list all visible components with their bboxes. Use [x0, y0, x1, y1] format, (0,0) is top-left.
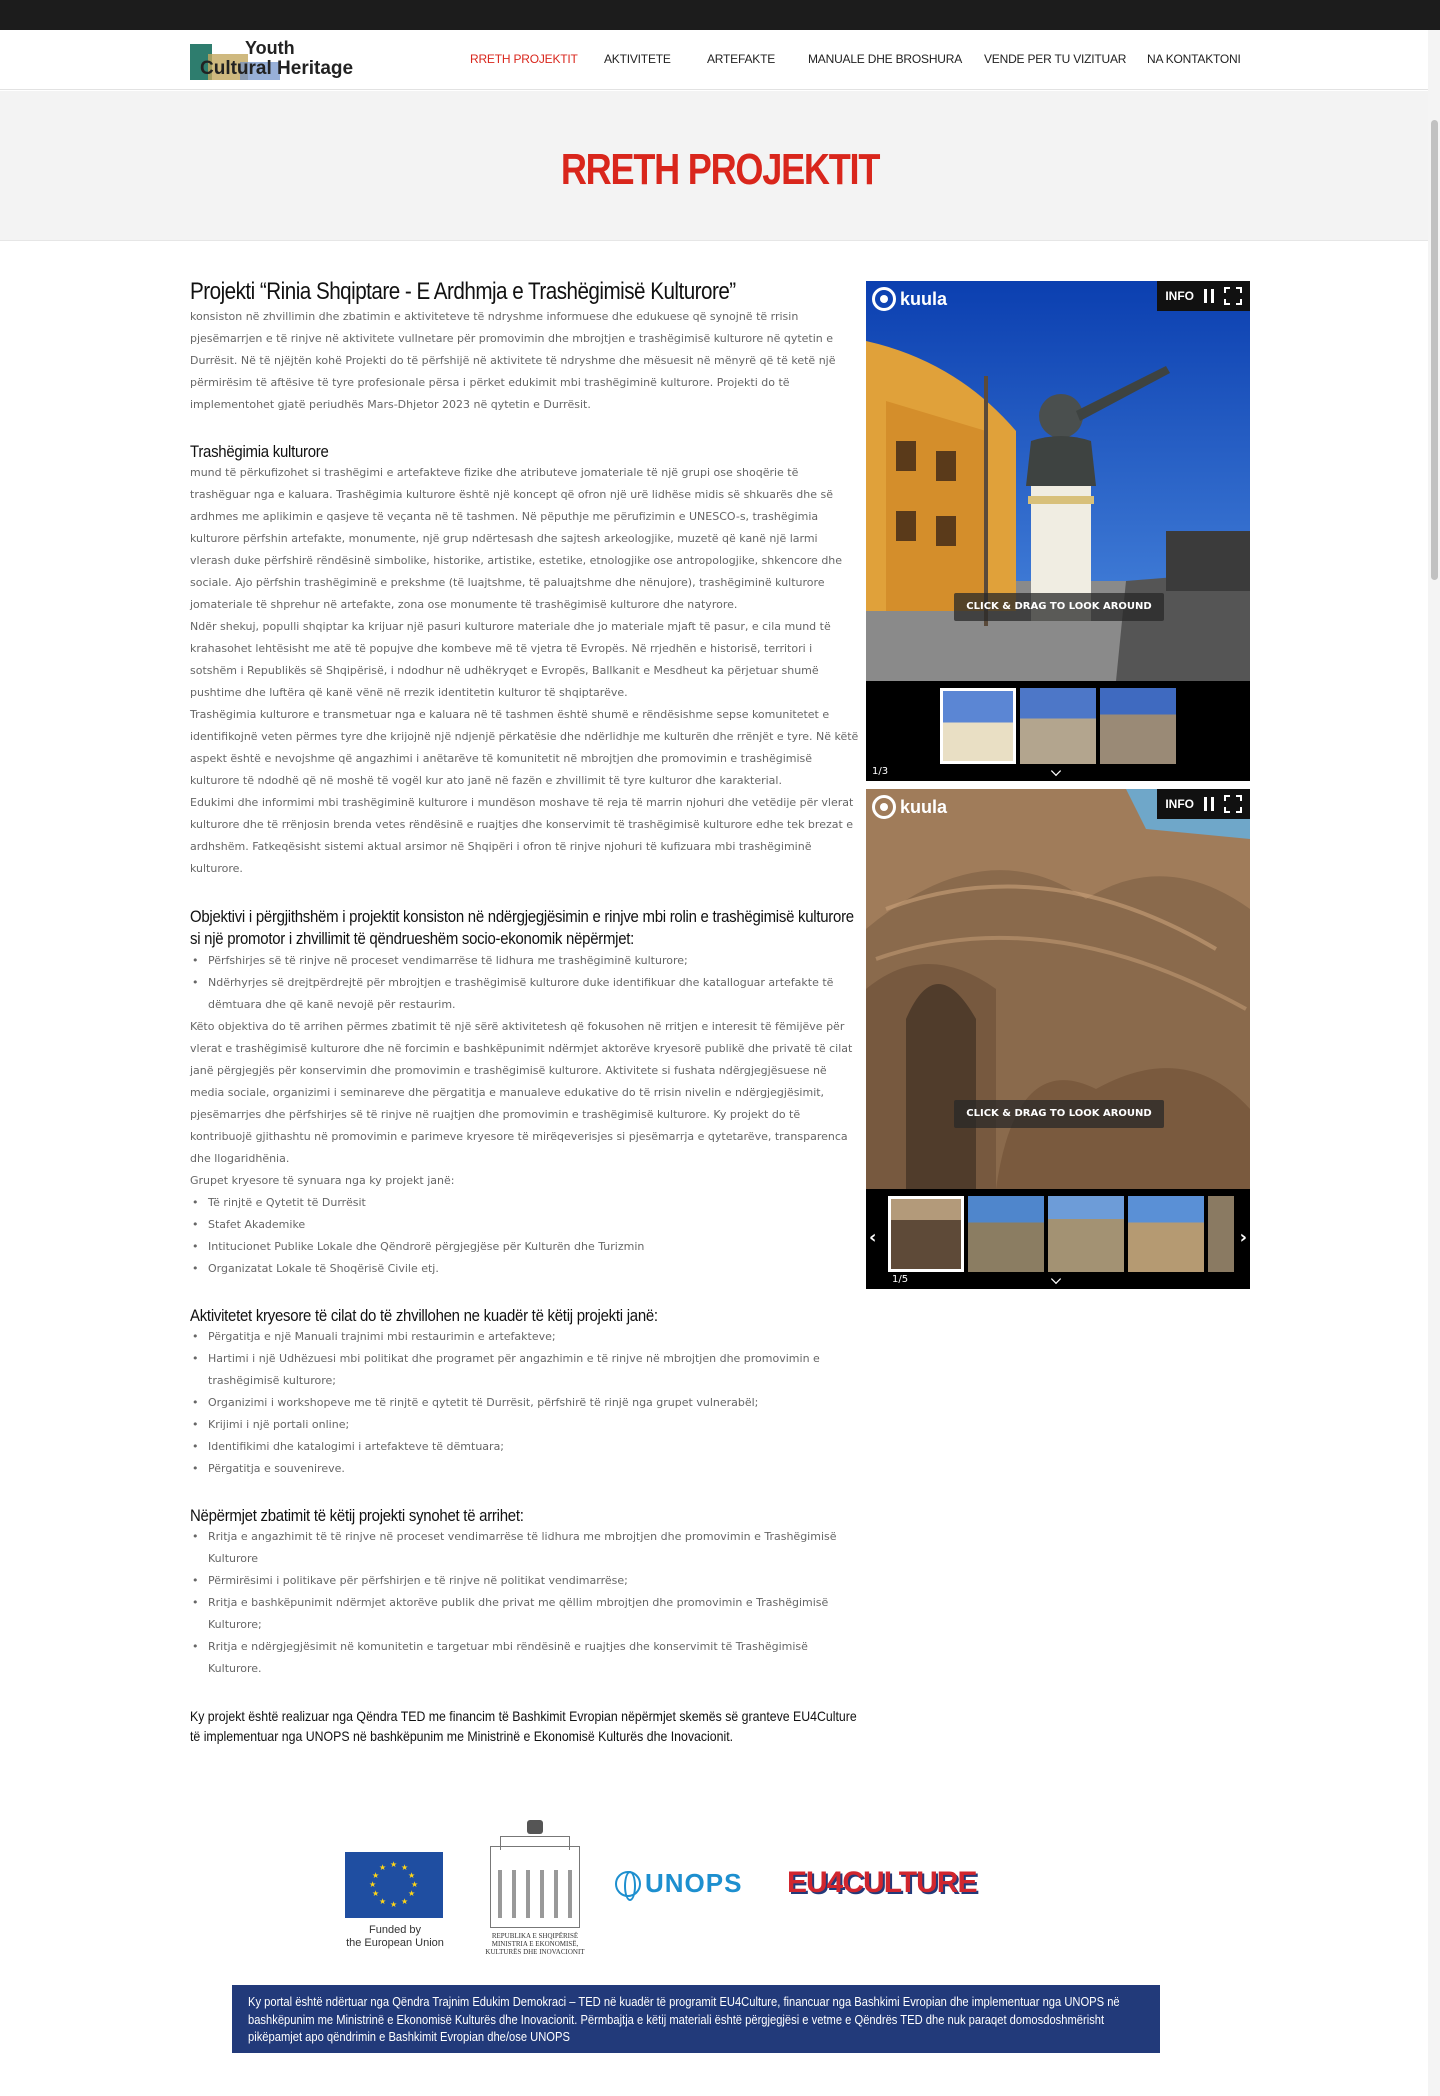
- eu4culture-logo: EU4CULTURE: [787, 1866, 977, 1899]
- goals-heading: Nëpërmjet zbatimit të këtij projekti synohet të arrihet:: [190, 1506, 524, 1525]
- groups-list: [190, 1192, 860, 1280]
- nav-na-kontaktoni[interactable]: NA KONTAKTONI: [1147, 52, 1241, 66]
- list-item: • Përgatitja e një Manuali trajnimi mbi restaurimin e artefakteve;: [190, 1326, 860, 1348]
- fullscreen-icon[interactable]: [1224, 287, 1242, 305]
- kuula-logo[interactable]: kuula: [872, 795, 947, 819]
- unops-logo: UNOPS: [615, 1868, 742, 1899]
- chevron-right-icon[interactable]: ›: [1239, 1227, 1247, 1248]
- chevron-left-icon[interactable]: ‹: [869, 1227, 877, 1248]
- chevron-down-icon[interactable]: [1051, 1274, 1061, 1284]
- list-item: • Rritja e ndërgjegjësimit në komunitetin e targetuar mbi rëndësinë e ruajtjes dhe konservimit të Trashëgimisë Kulturore.: [190, 1636, 860, 1680]
- list-item: • Identifikimi dhe katalogimi i artefakteve të dëmtuara;: [190, 1436, 860, 1458]
- objective-list: [190, 950, 860, 1016]
- list-item: • Stafet Akademike: [190, 1214, 860, 1236]
- kuula-icon: [872, 795, 896, 819]
- page-scrollbar[interactable]: [1428, 30, 1440, 2096]
- list-item: • Krijimi i një portali online;: [190, 1414, 860, 1436]
- drag-hint: CLICK & DRAG TO LOOK AROUND: [954, 593, 1164, 621]
- kuula-icon: [872, 287, 896, 311]
- thumbnail-strip: [866, 681, 1250, 781]
- drag-hint: CLICK & DRAG TO LOOK AROUND: [954, 1100, 1164, 1128]
- pause-icon[interactable]: [1204, 289, 1214, 303]
- list-item: • Rritja e angazhimit të të rinjve në proceset vendimarrëse të lidhura me mbrojtjen dhe promovimin e Trashëgimisë Kulturore: [190, 1526, 860, 1570]
- thumbnail-strip: [866, 1189, 1250, 1289]
- thumbnail[interactable]: [940, 688, 1016, 764]
- thumbnail[interactable]: [1048, 1196, 1124, 1272]
- panorama-viewer-1[interactable]: [866, 281, 1250, 781]
- slide-counter: 1/3: [872, 766, 889, 777]
- list-item: • Përfshirjes së të rinjve në proceset vendimarrëse të lidhura me trashëgiminë kulturore;: [190, 950, 860, 972]
- disclaimer-banner: [232, 1985, 1160, 2053]
- objective-body: Këto objektiva do të arrihen përmes zbatimit të një sërë aktivitetesh që fokusohen në rritjen e interesit të fëmijëve për vlerat e trashëgimisë kulturore dhe në forcimin e bashkëpunimit ndërmjet aktorëve kryesorë publikë dhe privatë të cilat janë përgjegjës për konservimin dhe promovimin e trashëgimisë kulturore. Aktivitete si fushata ndërgjegjësuese në media sociale, organizimi i seminareve dhe përgatitja e manualeve edukative do të rrisin nivelin e ndërgjegjësimit, pjesëmarrjes dhe përfshirjes së të rinjve në ruajtjen dhe promovimin e trashëgimisë kulturore. Ky projekt do të kontribuojë gjithashtu në promovimin e parimeve kryesore të mirëqeverisjes si pjesëmarrja e qytetarëve, transparenca dhe llogaridhënia.: [190, 1020, 853, 1165]
- eu-flag-logo: ★ ★ ★ ★ ★ ★ ★ ★ ★ ★ ★ ★: [345, 1852, 443, 1918]
- panorama-viewer-2[interactable]: [866, 789, 1250, 1289]
- goals-list: [190, 1526, 860, 1680]
- list-item: • Rritja e bashkëpunimit ndërmjet aktorëve publik dhe privat me qëllim mbrojtjen dhe promovimin e Trashëgimisë Kulturore;: [190, 1592, 860, 1636]
- list-item: • Intitucionet Publike Lokale dhe Qëndrorë përgjegjëse për Kulturën dhe Turizmin: [190, 1236, 860, 1258]
- activities-heading: Aktivitetet kryesore të cilat do të zhvillohen ne kuadër të këtij projekti janë:: [190, 1306, 658, 1325]
- panorama-view[interactable]: [866, 281, 1250, 681]
- list-item: • Organizatat Lokale të Shoqërisë Civile etj.: [190, 1258, 860, 1280]
- activities-list: [190, 1326, 860, 1480]
- panorama-view[interactable]: [866, 789, 1250, 1189]
- disclaimer-text: Ky portal është ndërtuar nga Qëndra Trajnim Edukim Demokraci – TED në kuadër të programit EU4Culture, financuar nga Bashkimi Evropian dhe implementuar nga UNOPS në bashkëpunim me Ministrinë e Ekonomisë Kulturës dhe Inovacionit. Përmbajtja e këtij materiali është përgjegjësi e vetme e Qëndrës TED dhe nuk paraqet domosdoshmërisht pikëpamjet apo qëndrimin e Bashkimit Evropian dhe/ose UNOPS: [248, 1994, 1120, 2044]
- thumbnail[interactable]: [1100, 688, 1176, 764]
- heritage-paragraph-4: Edukimi dhe informimi mbi trashëgiminë kulturore i mundëson moshave të reja të marrin njohuri dhe vetëdije për vlerat kulturore dhe të rrënjosin brenda vetes rëndësinë e ruajtjes dhe konservimit të trashëgimisë kulturore edhe tek brezat e ardhshëm. Fatkeqësisht sistemi aktual arsimor në Shqipëri i ofron të rinjve njohuri të kufizuara mbi trashëgiminë kulturore.: [190, 796, 854, 875]
- emblem-icon: [527, 1820, 543, 1834]
- page-title: RRETH PROJEKTIT: [560, 145, 880, 194]
- list-item: • Përmirësimi i politikave për përfshirjen e të rinjve në politikat vendimarrëse;: [190, 1570, 860, 1592]
- list-item: • Ndërhyrjes së drejtpërdrejtë për mbrojtjen e trashëgimisë kulturore duke identifikuar dhe katalloguar artefakte të dëmtuara dhe që kanë nevojë për restaurim.: [190, 972, 860, 1016]
- heritage-paragraph-1: mund të përkufizohet si trashëgimi e artefakteve fizike dhe atributeve jomateriale të një grupi ose shoqërie të trashëguar nga e kaluara. Trashëgimia kulturore është një koncept që ofron një urë lidhëse midis së shkuarës dhe së ardhmes me aplikimin e qasjeve të veçanta në të tashmen. Në pëputhje me përufizimin e UNESCO-s, trashëgimia kulturore përfshin artefakte, monumente, një grup ndërtesash dhe sajtesh arkeologjike, muzetë që kanë një larmi vlerash duke përfshirë rëndësinë simbolike, historike, artistike, estetike, etnologjike ose antropologjike, shkencore dhe sociale. Ajo përfshin trashëgiminë e prekshme (të luajtshme, të paluajtshme dhe nënujore), trashëgiminë kulturore jomateriale të shprehur në artefakte, zona ose monumente të trashëgimisë kulturore dhe natyrore.: [190, 466, 843, 611]
- heritage-heading: Trashëgimia kulturore: [190, 442, 329, 461]
- pause-icon[interactable]: [1204, 797, 1214, 811]
- site-logo[interactable]: [190, 36, 354, 86]
- ministry-logo: [480, 1820, 590, 1960]
- logo-text-cultural-heritage: Cultural Heritage: [200, 58, 354, 79]
- nav-aktivitete[interactable]: AKTIVITETE: [604, 52, 671, 66]
- list-item: • Përgatitja e souvenireve.: [190, 1458, 860, 1480]
- kuula-logo[interactable]: kuula: [872, 287, 947, 311]
- thumbnail[interactable]: [1208, 1196, 1234, 1272]
- nav-artefakte[interactable]: ARTEFAKTE: [707, 52, 775, 66]
- list-item: • Të rinjtë e Qytetit të Durrësit: [190, 1192, 860, 1214]
- site-header: [0, 30, 1440, 90]
- slide-counter: 1/5: [892, 1274, 909, 1285]
- list-item: • Hartimi i një Udhëzuesi mbi politikat dhe programet për angazhimin e të rinjve në mbrojtjen dhe promovimin e trashëgimisë kulturore;: [190, 1348, 860, 1392]
- panorama-controls: [1157, 789, 1250, 819]
- partner-logos: [345, 1820, 1005, 1960]
- fullscreen-icon[interactable]: [1224, 795, 1242, 813]
- thumbnail[interactable]: [1128, 1196, 1204, 1272]
- nav-vende-per-tu-vizituar[interactable]: VENDE PER TU VIZITUAR: [984, 52, 1127, 66]
- panorama-controls: [1157, 281, 1250, 311]
- groups-intro: Grupet kryesore të synuara nga ky projekt janë:: [190, 1174, 455, 1187]
- list-item: • Organizimi i workshopeve me të rinjtë e qytetit të Durrësit, përfshirë të rinjë nga grupet vulnerabël;: [190, 1392, 860, 1414]
- nav-rreth-projektit[interactable]: RRETH PROJEKTIT: [470, 52, 578, 66]
- info-button[interactable]: INFO: [1165, 289, 1194, 303]
- eu-caption: Funded by the European Union: [346, 1924, 444, 1949]
- closing-statement: Ky projekt është realizuar nga Qëndra TED me financim të Bashkimit Evropian nëpërmjet skemës së granteve EU4Culture të implementuar nga UNOPS në bashkëpunim me Ministrinë e Ekonomisë Kulturës dhe Inovacionit.: [190, 1708, 857, 1744]
- info-button[interactable]: INFO: [1165, 797, 1194, 811]
- globe-icon: [615, 1871, 641, 1897]
- top-bar: [0, 0, 1440, 30]
- heritage-paragraph-2: Ndër shekuj, populli shqiptar ka krijuar një pasuri kulturore materiale dhe jo materiale mjaft të pasur, e cila mund të krahasohet lehtësisht me atë të popujve dhe kombeve më të vjetra të Evropës. Në rrjedhën e historisë, territori i sotshëm i Republikës së Shqipërisë, i ndodhur në udhëkryqet e Evropës, Ballkanit e Mesdheut ka përjetuar shumë pushtime dhe luftëra që kanë vënë në rrezik identitetin kulturor të shqiptarëve.: [190, 620, 831, 699]
- thumbnail[interactable]: [1020, 688, 1096, 764]
- main-content: [190, 278, 860, 1746]
- heritage-paragraph-3: Trashëgimia kulturore e transmetuar nga e kaluara në të tashmen është shumë e rëndësishme sepse komunitetet e identifikojnë veten përmes tyre dhe krijojnë një ndjenjë përkatësie dhe ndërlidhje me kulturën dhe rrënjët e tyre. Në këtë aspekt është e nevojshme që angazhimi i anëtarëve të komunitetit në mbrojtjen dhe promovimin e trashëgimisë kulturore të ndodhë që në moshë të vogël kur ato janë në fazën e zhvillimit të tyre kulturor dhe karakterial.: [190, 708, 859, 787]
- ministry-caption: REPUBLIKA E SHQIPËRISË MINISTRIA E EKONOMISË, KULTURËS DHE INOVACIONIT: [485, 1932, 585, 1956]
- thumbnail[interactable]: [968, 1196, 1044, 1272]
- logo-text-youth: Youth: [245, 38, 295, 58]
- thumbnail[interactable]: [888, 1196, 964, 1272]
- intro-body: konsiston në zhvillimin dhe zbatimin e aktiviteteve të ndryshme informuese dhe edukuese që synojnë të rrisin pjesëmarrjen e të rinjve në aktivitete vullnetare për promovimin dhe mbrojtjen e trashëgimisë kulturore në qytetin e Durrësit. Në të njëjtën kohë Projekti do të përfshijë në aktivitete të ndryshme dhe mësuesit në mënyrë që të ketë një përmirësim të aftësive të tyre profesionale përsa i përket edukimit mbi trashëgiminë kulturore. Projekti do të implementohet gjatë periudhës Mars-Dhjetor 2023 në qytetin e Durrësit.: [190, 310, 836, 411]
- nav-manuale-dhe-broshura[interactable]: MANUALE DHE BROSHURA: [808, 52, 963, 66]
- chevron-down-icon[interactable]: [1051, 766, 1061, 776]
- page-hero: [0, 91, 1440, 241]
- objective-heading: Objektivi i përgjithshëm i projektit konsiston në ndërgjegjësimin e rinjve mbi rolin e trashëgimisë kulturore si një promotor i zhvillimit të qëndrueshëm socio-ekonomik nëpërmjet:: [190, 907, 854, 948]
- intro-heading: Projekti “Rinia Shqiptare - E Ardhmja e Trashëgimisë Kulturore”: [190, 278, 736, 305]
- scrollbar-thumb[interactable]: [1431, 120, 1438, 580]
